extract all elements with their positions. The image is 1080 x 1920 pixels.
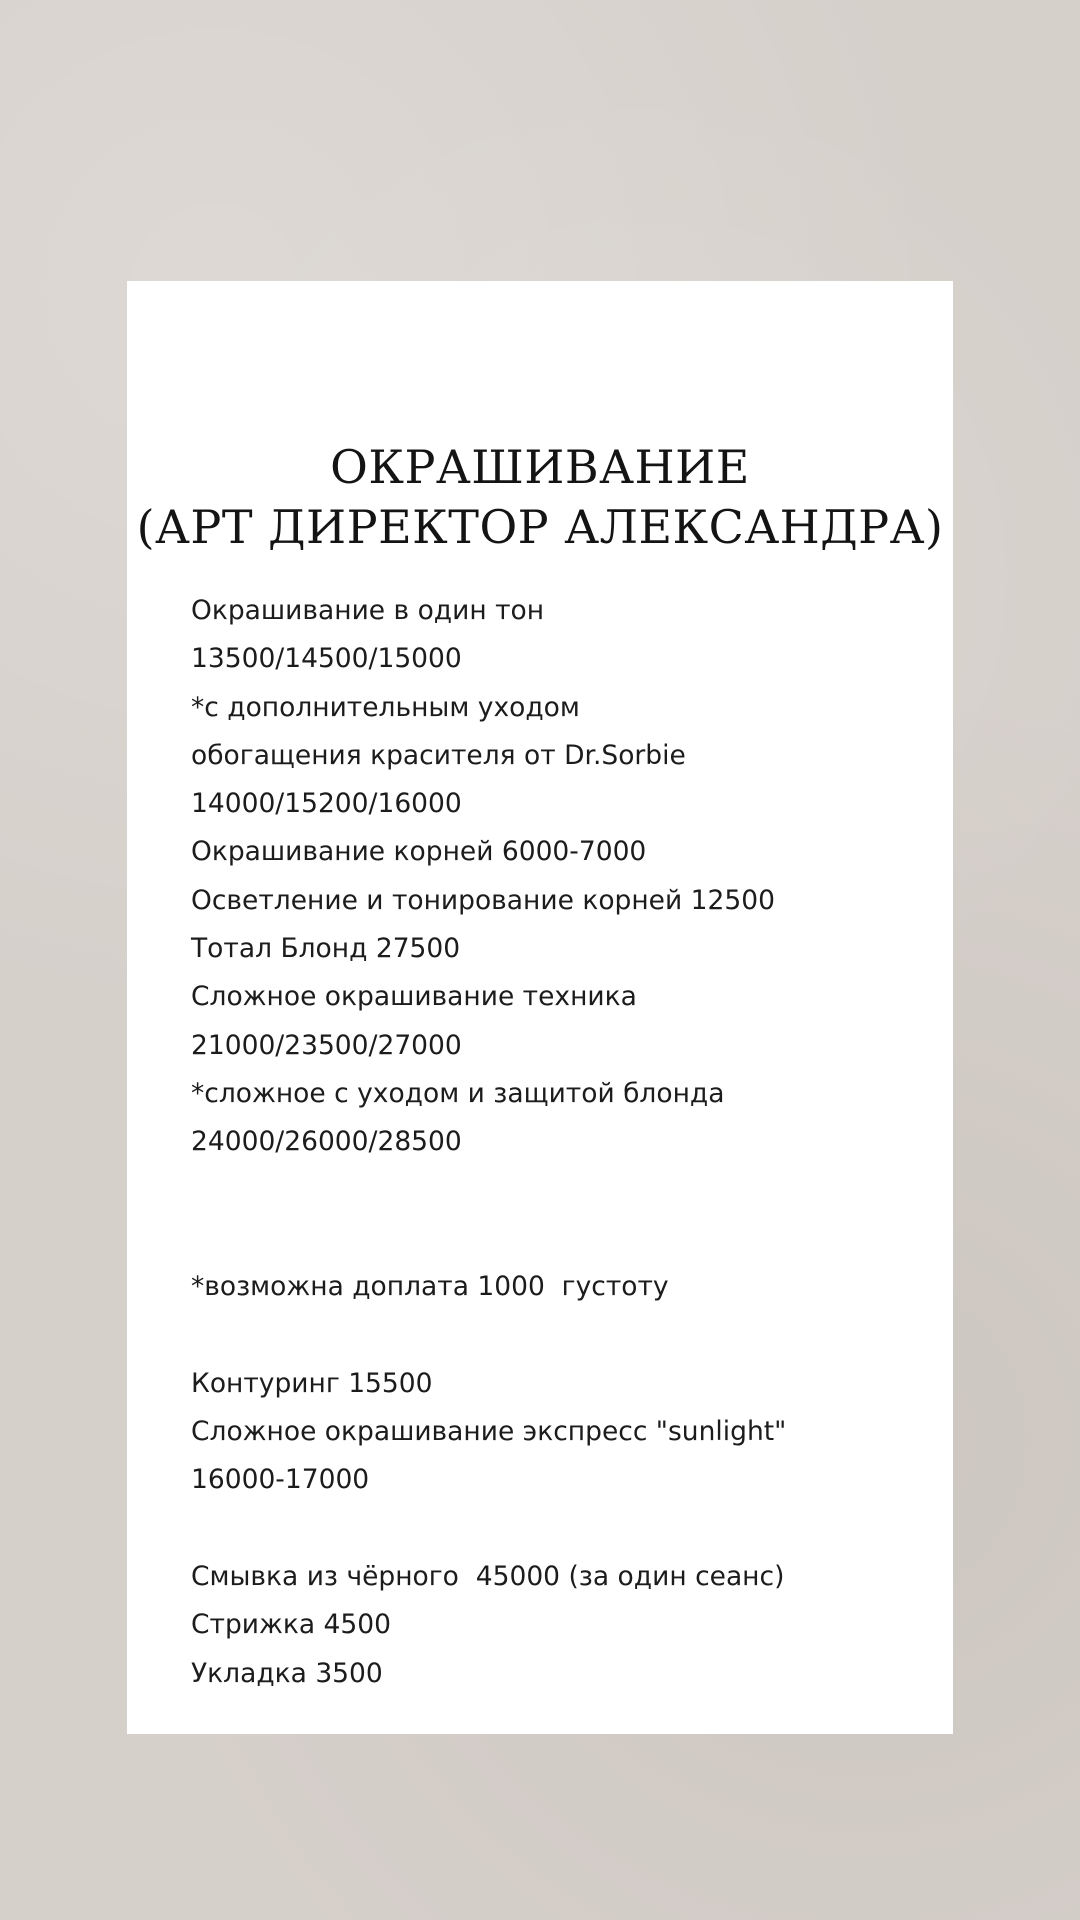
price-line: 21000/23500/27000	[191, 1029, 462, 1061]
price-line: Укладка 3500	[191, 1657, 383, 1689]
blank-line	[191, 1167, 931, 1215]
price-line: Смывка из чёрного 45000 (за один сеанс)	[191, 1560, 785, 1592]
title-line: ОКРАШИВАНИЕ	[330, 440, 750, 494]
price-card	[127, 281, 953, 1734]
price-line: Тотал Блонд 27500	[191, 933, 461, 965]
price-note: *возможна доплата 1000 густоту	[191, 1271, 669, 1303]
price-line: Окрашивание корней 6000-7000	[191, 836, 647, 868]
price-line: 16000-17000	[191, 1464, 370, 1496]
price-line: *сложное с уходом и защитой блонда	[191, 1077, 725, 1109]
title-line-subtitle: (АРТ ДИРЕКТОР АЛЕКСАНДРА)	[136, 500, 944, 554]
blank-line	[191, 1311, 931, 1359]
price-line: 24000/26000/28500	[191, 1126, 462, 1158]
price-list	[191, 587, 931, 1698]
price-line: Контуринг 15500	[191, 1367, 433, 1399]
price-line: 14000/15200/16000	[191, 788, 462, 820]
price-line: *с дополнительным уходом	[191, 691, 580, 723]
price-line: обогащения красителя от Dr.Sorbie	[191, 739, 686, 771]
price-line: Сложное окрашивание техника	[191, 981, 637, 1013]
price-line: Осветление и тонирование корней 12500	[191, 884, 775, 916]
blank-line	[191, 1215, 931, 1263]
price-line: Сложное окрашивание экспресс "sunlight"	[191, 1416, 787, 1448]
price-line: 13500/14500/15000	[191, 643, 462, 675]
price-line: Окрашивание в один тон	[191, 595, 545, 626]
page-title	[127, 437, 953, 557]
blank-line	[191, 1505, 931, 1553]
price-line: Стрижка 4500	[191, 1609, 391, 1641]
